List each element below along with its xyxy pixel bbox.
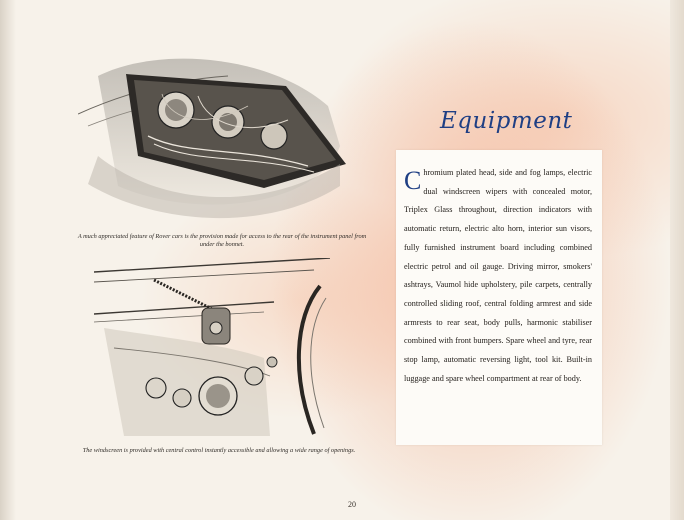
caption-windscreen-control: The windscreen is provided with central control instantly accessible and allowing a wide range of openings. bbox=[82, 447, 356, 454]
illustration-windscreen-control bbox=[94, 258, 330, 436]
drop-cap: C bbox=[404, 166, 422, 195]
equipment-text-panel bbox=[396, 150, 602, 445]
next-page-edge bbox=[670, 0, 684, 520]
illustration-bonnet-access bbox=[78, 36, 348, 236]
page-heading: Equipment bbox=[440, 108, 573, 134]
binding-shadow bbox=[0, 0, 16, 520]
windscreen-control-drawing bbox=[94, 258, 330, 436]
equipment-list-text: hromium plated head, side and fog lamps, electric dual windscreen wipers with concealed motor, Triplex Glass throughout, direction indicators with automatic return, electric alto horn, interior sun visors, fully furnished instrument board including combined electric petrol and oil gauge. Driving mirror, smokers' ashtrays, Vaumol hide upholstery, pile carpets, centrally controlled sliding roof, central folding armrest and side armrests to rear seat, body pulls, harmonic stabiliser combined with front bumpers. Spare wheel and tyre, rear stop lamp, automatic reversing light, tool kit. Built-in luggage and spare wheel compartment at rear of body. bbox=[404, 168, 592, 383]
caption-bonnet-access: A much appreciated feature of Rover cars is the provision made for access to the rear of the instrument panel from under the bonnet. bbox=[77, 233, 367, 248]
equipment-paragraph bbox=[404, 164, 592, 388]
bonnet-access-drawing bbox=[78, 36, 348, 236]
page-number: 20 bbox=[348, 500, 356, 509]
